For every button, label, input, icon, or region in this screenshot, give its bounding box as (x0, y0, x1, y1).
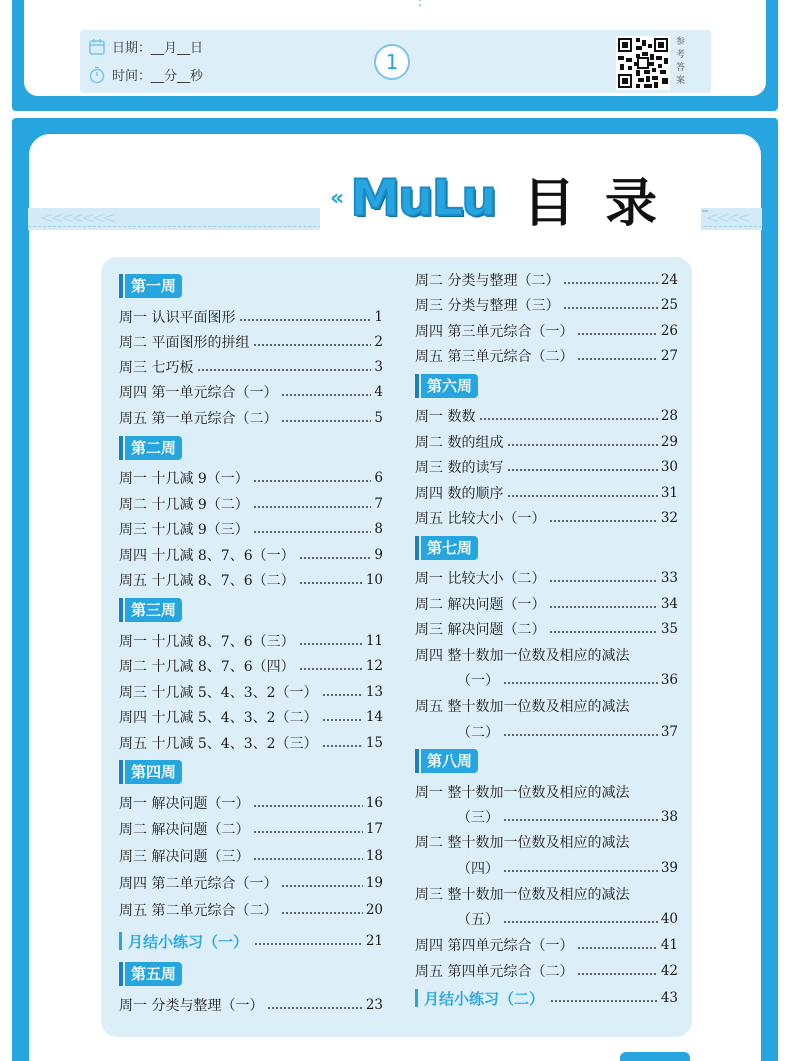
toc-entry[interactable]: 周五 第二单元综合（二） 20 (119, 902, 383, 919)
week-heading-2: 第二周 (119, 436, 182, 460)
toc-entry[interactable]: 周一 解决问题（一） 16 (119, 795, 383, 812)
toc-entry[interactable]: 周一 数数 28 (415, 408, 678, 425)
week-heading-8: 第八周 (415, 749, 478, 773)
toc-entry[interactable]: 周三 七巧板 3 (119, 359, 383, 376)
toc-entry-line1[interactable]: 周五 整十数加一位数及相应的减法 (415, 699, 630, 715)
fold-line (419, 0, 421, 6)
date-label: 日期：__月__日 (112, 41, 204, 56)
week-heading-6: 第六周 (415, 374, 478, 398)
toc-entry[interactable]: 周三 十几减 5、4、3、2（一） 13 (119, 684, 383, 701)
toc-entry-line2[interactable]: （五） 40 (457, 911, 678, 928)
toc-entry[interactable]: 周四 第一单元综合（一） 4 (119, 384, 383, 401)
calendar-icon (88, 38, 106, 56)
toc-entry[interactable]: 周四 第三单元综合（一） 26 (415, 323, 678, 340)
toc-entry[interactable]: 周二 分类与整理（二） 24 (415, 272, 678, 289)
toc-entry[interactable]: 周四 数的顺序 31 (415, 485, 678, 502)
toc-entry[interactable]: 周五 第四单元综合（二） 42 (415, 963, 678, 980)
qr-label: 参考答案 (676, 37, 686, 86)
month-review-entry-2[interactable]: 月结小练习（二） 43 (415, 987, 678, 1009)
toc-entry-line1[interactable]: 周二 整十数加一位数及相应的减法 (415, 835, 630, 851)
title-english: MuLu (350, 169, 496, 227)
toc-entry[interactable]: 周二 数的组成 29 (415, 434, 678, 451)
toc-entry[interactable]: 周二 十几减 8、7、6（四） 12 (119, 658, 383, 675)
toc-entry[interactable]: 周二 平面图形的拼组 2 (119, 334, 383, 351)
toc-entry[interactable]: 周五 十几减 5、4、3、2（三） 15 (119, 735, 383, 752)
toc-entry[interactable]: 周二 十几减 9（二） 7 (119, 496, 383, 513)
qr-code-icon[interactable] (616, 36, 670, 90)
toc-panel (101, 257, 692, 1037)
week-heading-3: 第三周 (119, 598, 182, 622)
toc-entry[interactable]: 周五 比较大小（一） 32 (415, 510, 678, 527)
toc-entry-line2[interactable]: （四） 39 (457, 860, 678, 877)
toc-entry-line1[interactable]: 周三 整十数加一位数及相应的减法 (415, 887, 630, 903)
page-corner-tab (620, 1052, 690, 1061)
toc-entry[interactable]: 周四 十几减 5、4、3、2（二） 14 (119, 709, 383, 726)
week-heading-5: 第五周 (119, 962, 182, 986)
toc-entry[interactable]: 周二 解决问题（二） 17 (119, 821, 383, 838)
month-review-entry-1[interactable]: 月结小练习（一） 21 (119, 930, 383, 952)
toc-entry[interactable]: 周二 解决问题（一） 34 (415, 596, 678, 613)
toc-entry[interactable]: 周三 解决问题（二） 35 (415, 621, 678, 638)
week-heading-7: 第七周 (415, 536, 478, 560)
toc-entry[interactable]: 周三 十几减 9（三） 8 (119, 521, 383, 538)
toc-entry[interactable]: 周三 分类与整理（三） 25 (415, 297, 678, 314)
week-heading-1: 第一周 (119, 274, 182, 298)
toc-entry-line2[interactable]: （一） 36 (457, 672, 678, 689)
toc-entry-line2[interactable]: （三） 38 (457, 809, 678, 826)
toc-entry-line1[interactable]: 周一 整十数加一位数及相应的减法 (415, 785, 630, 801)
toc-entry-line1[interactable]: 周四 整十数加一位数及相应的减法 (415, 648, 630, 664)
decorative-chevrons-right: <<<< (706, 208, 748, 227)
toc-entry[interactable]: 周三 数的读写 30 (415, 459, 678, 476)
toc-entry[interactable]: 周三 解决问题（三） 18 (119, 848, 383, 865)
title-chinese: 目录 (523, 173, 688, 234)
title-chevron: « (330, 185, 345, 211)
toc-entry[interactable]: 周一 十几减 9（一） 6 (119, 470, 383, 487)
toc-entry[interactable]: 周五 第一单元综合（二） 5 (119, 410, 383, 427)
toc-entry[interactable]: 周四 第四单元综合（一） 41 (415, 937, 678, 954)
week-heading-4: 第四周 (119, 760, 182, 784)
toc-entry[interactable]: 周四 十几减 8、7、6（一） 9 (119, 547, 383, 564)
decorative-chevrons-left: <<<<<<< (40, 208, 113, 227)
toc-entry[interactable]: 周一 认识平面图形 1 (119, 309, 383, 326)
time-row (88, 65, 203, 84)
toc-entry[interactable]: 周一 分类与整理（一） 23 (119, 997, 383, 1014)
stopwatch-icon (88, 66, 106, 84)
toc-entry[interactable]: 周五 第三单元综合（二） 27 (415, 348, 678, 365)
date-row (88, 37, 203, 56)
time-label: 时间：__分__秒 (112, 69, 204, 84)
toc-entry[interactable]: 周四 第二单元综合（一） 19 (119, 875, 383, 892)
page-number: 1 (374, 44, 410, 80)
toc-entry[interactable]: 周五 十几减 8、7、6（二） 10 (119, 572, 383, 589)
info-bar (80, 30, 711, 93)
toc-entry[interactable]: 周一 比较大小（二） 33 (415, 570, 678, 587)
page-title (320, 166, 701, 234)
toc-entry[interactable]: 周一 十几减 8、7、6（三） 11 (119, 633, 383, 650)
toc-entry-line2[interactable]: （二） 37 (457, 724, 678, 741)
